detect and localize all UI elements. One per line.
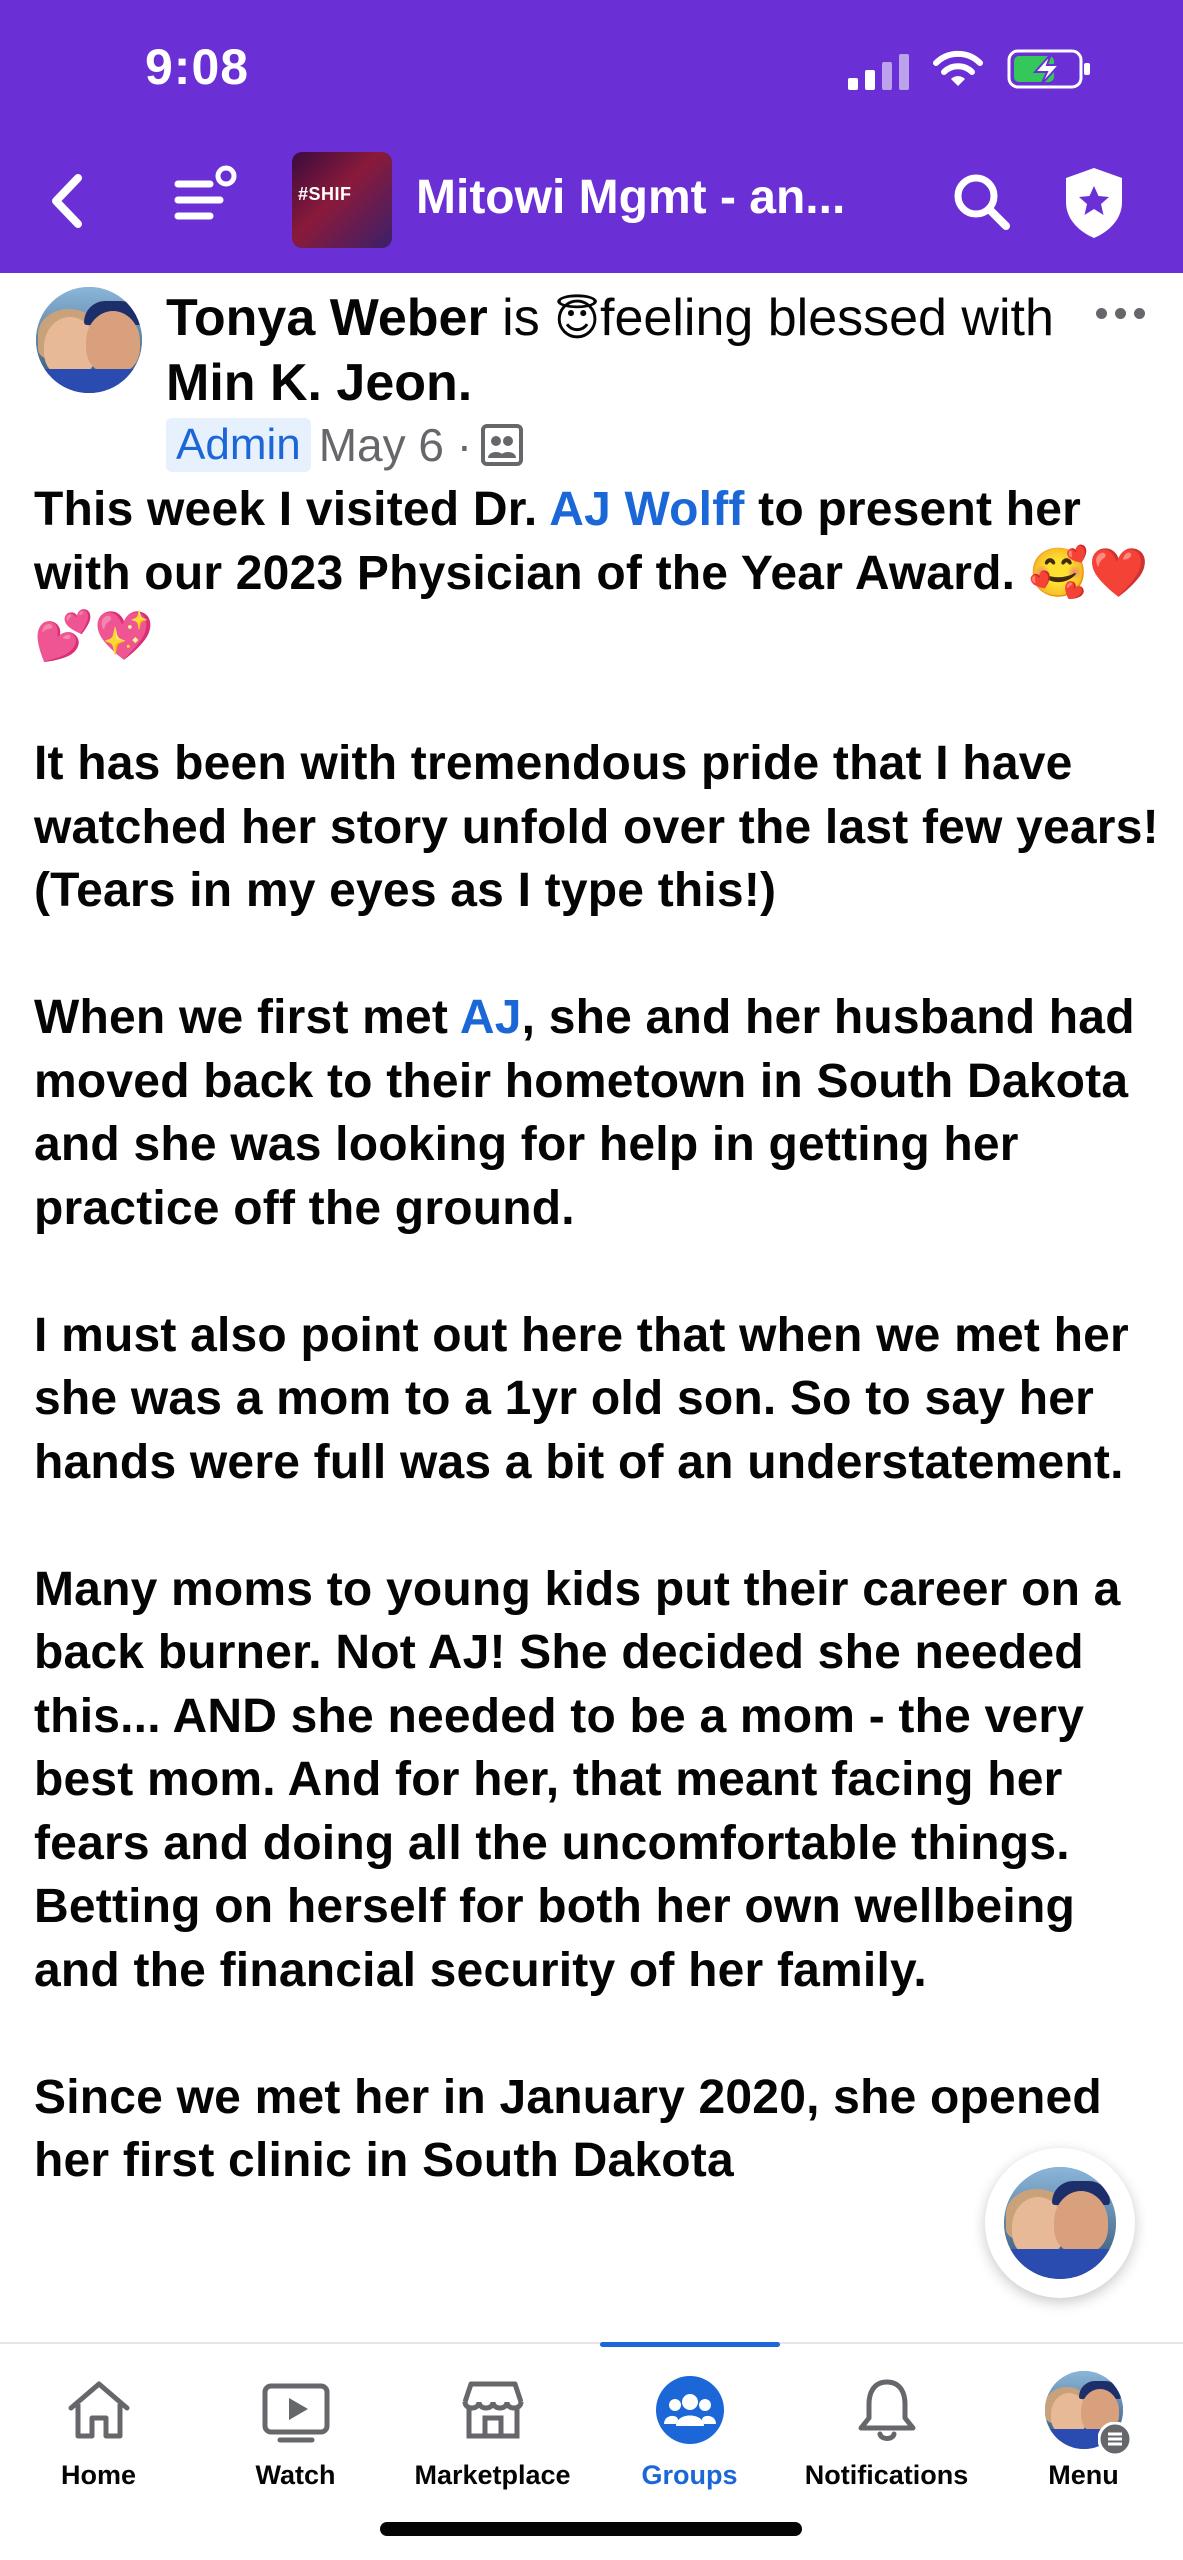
- group-name[interactable]: Mitowi Mgmt - an...: [416, 171, 846, 224]
- back-icon: [40, 166, 100, 236]
- tab-groups[interactable]: Groups: [591, 2370, 788, 2520]
- post-paragraph: This week I visited Dr. AJ Wolff to present her with our 2023 Physician of the Year Award. 🥰❤️💕💖: [34, 483, 1149, 663]
- battery-charging-icon: [1007, 48, 1093, 90]
- active-tab-indicator: [600, 2342, 780, 2347]
- with-text: with: [961, 289, 1054, 347]
- shield-star-icon: [1060, 164, 1128, 240]
- post-more-options-button[interactable]: [1096, 303, 1152, 323]
- home-indicator: [380, 2522, 802, 2536]
- post-date[interactable]: May 6 ·: [318, 419, 473, 471]
- admin-tools-button[interactable]: [1060, 164, 1128, 240]
- home-icon: [59, 2370, 139, 2450]
- post-paragraph: Many moms to young kids put their career on a back burner. Not AJ! She decided she needed this... AND she needed to be a mom - the very best mom. And for her, that meant facing her fears and doing all the uncomfortable things. Betting on herself for both her own wellbeing and the financial security of her family.: [34, 1562, 1121, 1997]
- marketplace-icon: [453, 2370, 533, 2450]
- post-paragraph: It has been with tremendous pride that I have watched her story unfold over the last few years! (Tears in my eyes as I type this!): [34, 737, 1159, 917]
- post-author-line: [166, 287, 1066, 415]
- status-time: 9:08: [145, 39, 250, 95]
- watch-icon: [256, 2370, 336, 2450]
- post-paragraph: Since we met her in January 2020, she opened her first clinic in South Dakota: [34, 2070, 1102, 2187]
- post-meta: [166, 415, 524, 475]
- chat-head-avatar: [1004, 2167, 1116, 2279]
- tab-menu[interactable]: Menu: [985, 2370, 1182, 2520]
- menu-icon: [170, 162, 240, 232]
- top-bar: [0, 0, 1183, 273]
- tab-marketplace[interactable]: Marketplace: [394, 2370, 591, 2520]
- group-audience-icon: [480, 423, 524, 467]
- author-avatar[interactable]: [34, 285, 144, 395]
- search-icon: [950, 170, 1014, 234]
- tab-notifications[interactable]: Notifications: [788, 2370, 985, 2520]
- post-paragraph: I must also point out here that when we met her she was a mom to a 1yr old son. So to say her hands were full was a bit of an understatement.: [34, 1308, 1129, 1489]
- status-icons: [848, 46, 1093, 90]
- is-text: is: [502, 289, 540, 347]
- feeling-emoji: 😇: [554, 296, 601, 345]
- tab-home[interactable]: Home: [0, 2370, 197, 2520]
- profile-menu-icon: [1044, 2370, 1124, 2450]
- group-menu-button[interactable]: [170, 162, 240, 232]
- signal-icon: [848, 50, 909, 90]
- group-thumbnail[interactable]: [292, 152, 392, 248]
- back-button[interactable]: [40, 166, 100, 236]
- wifi-icon: [931, 50, 985, 90]
- tab-watch[interactable]: Watch: [197, 2370, 394, 2520]
- tagged-person[interactable]: Min K. Jeon.: [166, 354, 473, 412]
- bell-icon: [847, 2370, 927, 2450]
- group-thumbnail-text: #SHIF: [298, 184, 352, 204]
- admin-badge[interactable]: Admin: [166, 418, 311, 472]
- post-body: [34, 478, 1164, 2193]
- mention-aj[interactable]: AJ: [459, 991, 522, 1044]
- chat-head-bubble[interactable]: [985, 2148, 1135, 2298]
- author-name[interactable]: Tonya Weber: [166, 289, 488, 347]
- group-nav-bar: [0, 140, 1183, 260]
- search-button[interactable]: [950, 170, 1014, 234]
- groups-icon: [650, 2370, 730, 2450]
- post-paragraph: When we first met AJ, she and her husband had moved back to their hometown in South Dakota and she was looking for help in getting her practice off the ground.: [34, 991, 1135, 1235]
- feeling-text: feeling blessed: [600, 289, 947, 347]
- mention-aj-wolff[interactable]: AJ Wolff: [549, 483, 745, 536]
- post-emojis: 🥰❤️💕💖: [34, 546, 1149, 663]
